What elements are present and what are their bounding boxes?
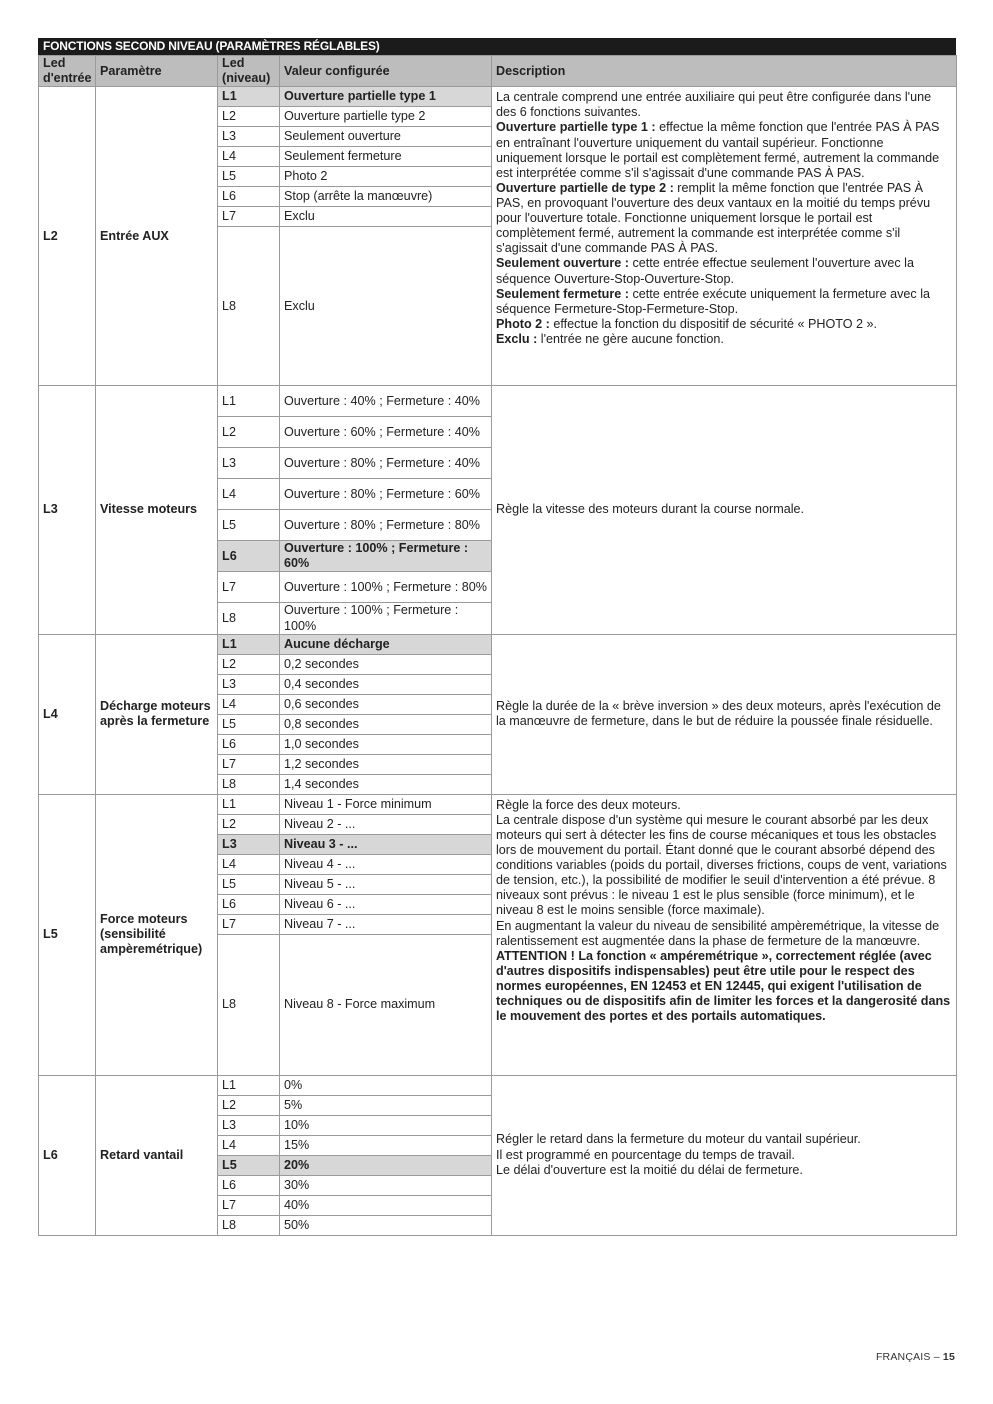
level-led: L8 <box>218 1215 280 1235</box>
input-led: L4 <box>39 634 96 794</box>
level-led: L4 <box>218 1135 280 1155</box>
desc-paragraph: Règle la force des deux moteurs. <box>496 797 681 812</box>
level-led: L3 <box>218 127 280 147</box>
configured-value: 0% <box>280 1075 492 1095</box>
input-led: L2 <box>39 87 96 386</box>
desc-paragraph: Régler le retard dans la fermeture du moteur du vantail supérieur. <box>496 1132 861 1147</box>
level-led: L5 <box>218 167 280 187</box>
header-description: Description <box>492 56 957 87</box>
desc-text: l'entrée ne gère aucune fonction. <box>537 331 724 346</box>
desc-paragraph: Il est programmé en pourcentage du temps de travail. <box>496 1147 795 1162</box>
level-led: L5 <box>218 1155 280 1175</box>
desc-text: cette entrée effectue seulement l'ouverture avec la séquence Ouverture-Stop-Ouverture-Stop. <box>496 256 914 286</box>
level-led: L4 <box>218 854 280 874</box>
desc-term: Seulement ouverture : <box>496 256 629 271</box>
configured-value: 15% <box>280 1135 492 1155</box>
description: Règle la durée de la « brève inversion » des deux moteurs, après l'exécution de la manœuvre de fermeture, dans le but de réduire la poussée finale résiduelle. <box>492 634 957 794</box>
level-led: L3 <box>218 1115 280 1135</box>
configured-value: 50% <box>280 1215 492 1235</box>
desc-term: Ouverture partielle de type 2 : <box>496 180 674 195</box>
configured-value: 0,2 secondes <box>280 654 492 674</box>
description <box>492 87 957 386</box>
configured-value: Seulement ouverture <box>280 127 492 147</box>
configured-value: 10% <box>280 1115 492 1135</box>
level-led: L1 <box>218 634 280 654</box>
level-led: L8 <box>218 603 280 634</box>
table-row <box>39 634 957 654</box>
level-led: L6 <box>218 187 280 207</box>
input-led: L3 <box>39 386 96 634</box>
configured-value: Exclu <box>280 207 492 227</box>
level-led: L1 <box>218 87 280 107</box>
desc-text: remplit la même fonction que l'entrée PAS À PAS, en provoquant l'ouverture des deux vantaux en la moitié du temps prévu pour l'ouverture totale. Fonctionne uniquement lorsque le portail est complètement fermé, autrement la commande est interprétée comme s'il s'agissait d'une commande PAS À PAS. <box>496 180 931 256</box>
configured-value: Ouverture : 80% ; Fermeture : 40% <box>280 448 492 479</box>
level-led: L5 <box>218 510 280 541</box>
level-led: L6 <box>218 541 280 572</box>
level-led: L7 <box>218 572 280 603</box>
description <box>492 1075 957 1235</box>
configured-value: Stop (arrête la manœuvre) <box>280 187 492 207</box>
table-row <box>39 794 957 814</box>
level-led: L8 <box>218 774 280 794</box>
desc-paragraph: Le délai d'ouverture est la moitié du délai de fermeture. <box>496 1162 803 1177</box>
parameter-name: Entrée AUX <box>96 87 218 386</box>
configured-value: Niveau 4 - ... <box>280 854 492 874</box>
desc-paragraph: La centrale dispose d'un système qui mesure le courant absorbé par les deux moteurs qui sert à détecter les fins de course mécaniques et tous les obstacles lors de mouvement du portail. Étant donné que le courant absorbé dépend des conditions variables (poids du portail, diverses frictions, coups de vent, variations de tension, etc.), la possibilité de modifier le seuil d'intervention a été prévue. 8 niveaux sont prévus : le niveau 1 est le plus sensible (force minimum), et le niveau 8 est le moins sensible (force maximale). <box>496 812 947 918</box>
input-led: L5 <box>39 794 96 1075</box>
level-led: L4 <box>218 479 280 510</box>
desc-term: Seulement fermeture : <box>496 286 629 301</box>
parameter-name: Vitesse moteurs <box>96 386 218 634</box>
configured-value: 1,2 secondes <box>280 754 492 774</box>
level-led: L2 <box>218 417 280 448</box>
level-led: L7 <box>218 754 280 774</box>
desc-term: Exclu : <box>496 331 538 346</box>
page-number: 15 <box>942 1351 955 1363</box>
configured-value: Niveau 6 - ... <box>280 894 492 914</box>
configured-value: Photo 2 <box>280 167 492 187</box>
configured-value: Ouverture partielle type 2 <box>280 107 492 127</box>
configured-value: Niveau 2 - ... <box>280 814 492 834</box>
header-led-entree: Led d'entrée <box>39 56 96 87</box>
configured-value: Niveau 1 - Force minimum <box>280 794 492 814</box>
table-banner: FONCTIONS SECOND NIVEAU (PARAMÈTRES RÉGLABLES) <box>38 38 956 55</box>
header-valeur: Valeur configurée <box>280 56 492 87</box>
table-row <box>39 386 957 417</box>
level-led: L4 <box>218 147 280 167</box>
page-footer <box>876 1351 955 1363</box>
level-led: L3 <box>218 448 280 479</box>
configured-value: Ouverture : 80% ; Fermeture : 80% <box>280 510 492 541</box>
configured-value: 20% <box>280 1155 492 1175</box>
desc-text: cette entrée exécute uniquement la fermeture avec la séquence Fermeture-Stop-Fermeture-Stop. <box>496 286 931 316</box>
configured-value: Ouverture : 100% ; Fermeture : 100% <box>280 603 492 634</box>
header-led-niveau: Led (niveau) <box>218 56 280 87</box>
parameter-name: Décharge moteurs après la fermeture <box>96 634 218 794</box>
level-led: L3 <box>218 674 280 694</box>
level-led: L4 <box>218 694 280 714</box>
configured-value: Niveau 5 - ... <box>280 874 492 894</box>
configured-value: Exclu <box>280 227 492 386</box>
parameters-table <box>38 55 957 1236</box>
level-led: L2 <box>218 107 280 127</box>
configured-value: Ouverture partielle type 1 <box>280 87 492 107</box>
level-led: L6 <box>218 1175 280 1195</box>
desc-text: effectue la fonction du dispositif de sécurité « PHOTO 2 ». <box>549 316 878 331</box>
configured-value: Ouverture : 40% ; Fermeture : 40% <box>280 386 492 417</box>
configured-value: Ouverture : 100% ; Fermeture : 60% <box>280 541 492 572</box>
desc-intro: La centrale comprend une entrée auxiliaire qui peut être configurée dans l'une des 6 fonctions suivantes. <box>496 90 932 120</box>
configured-value: 5% <box>280 1095 492 1115</box>
configured-value: 40% <box>280 1195 492 1215</box>
table-row <box>39 87 957 107</box>
configured-value: Ouverture : 100% ; Fermeture : 80% <box>280 572 492 603</box>
configured-value: 0,8 secondes <box>280 714 492 734</box>
level-led: L2 <box>218 814 280 834</box>
level-led: L7 <box>218 207 280 227</box>
level-led: L5 <box>218 874 280 894</box>
configured-value: 0,4 secondes <box>280 674 492 694</box>
description: Règle la vitesse des moteurs durant la course normale. <box>492 386 957 634</box>
desc-text: effectue la même fonction que l'entrée PAS À PAS en entraînant l'ouverture uniquement du vantail supérieur. Fonctionne uniquement lorsque le portail est complètement fermé, autrement la commande est interprétée comme s'il s'agissait d'une commande PAS À PAS. <box>496 120 940 180</box>
configured-value: Ouverture : 60% ; Fermeture : 40% <box>280 417 492 448</box>
configured-value: 30% <box>280 1175 492 1195</box>
level-led: L1 <box>218 794 280 814</box>
input-led: L6 <box>39 1075 96 1235</box>
level-led: L1 <box>218 386 280 417</box>
level-led: L2 <box>218 1095 280 1115</box>
configured-value: 1,0 secondes <box>280 734 492 754</box>
configured-value: Niveau 3 - ... <box>280 834 492 854</box>
configured-value: Ouverture : 80% ; Fermeture : 60% <box>280 479 492 510</box>
level-led: L6 <box>218 734 280 754</box>
level-led: L7 <box>218 1195 280 1215</box>
configured-value: Seulement fermeture <box>280 147 492 167</box>
configured-value: 0,6 secondes <box>280 694 492 714</box>
configured-value: Aucune décharge <box>280 634 492 654</box>
level-led: L6 <box>218 894 280 914</box>
parameter-name: Force moteurs (sensibilité ampèremétrique) <box>96 794 218 1075</box>
desc-paragraph: En augmentant la valeur du niveau de sensibilité ampèremétrique, la vitesse de ralentissement est augmentée dans la phase de fermeture de la manœuvre. <box>496 918 940 948</box>
parameter-name: Retard vantail <box>96 1075 218 1235</box>
table-row <box>39 1075 957 1095</box>
header-row <box>39 56 957 87</box>
level-led: L5 <box>218 714 280 734</box>
desc-term: Photo 2 : <box>496 316 550 331</box>
level-led: L8 <box>218 934 280 1075</box>
level-led: L7 <box>218 914 280 934</box>
parameters-sheet <box>38 38 956 1236</box>
header-parametre: Paramètre <box>96 56 218 87</box>
configured-value: Niveau 7 - ... <box>280 914 492 934</box>
level-led: L1 <box>218 1075 280 1095</box>
description <box>492 794 957 1075</box>
desc-warning: ATTENTION ! La fonction « ampéremétrique », correctement réglée (avec d'autres dispositifs indispensables) peut être utile pour le respect des normes européennes, EN 12453 et EN 12445, qui exigent l'utilisation de techniques ou de dispositifs afin de limiter les forces et la dangerosité dans le mouvement des portes et des portails automatiques. <box>496 948 951 1024</box>
level-led: L8 <box>218 227 280 386</box>
configured-value: Niveau 8 - Force maximum <box>280 934 492 1075</box>
desc-term: Ouverture partielle type 1 : <box>496 120 656 135</box>
level-led: L2 <box>218 654 280 674</box>
configured-value: 1,4 secondes <box>280 774 492 794</box>
footer-language: FRANÇAIS – <box>875 1351 943 1363</box>
level-led: L3 <box>218 834 280 854</box>
